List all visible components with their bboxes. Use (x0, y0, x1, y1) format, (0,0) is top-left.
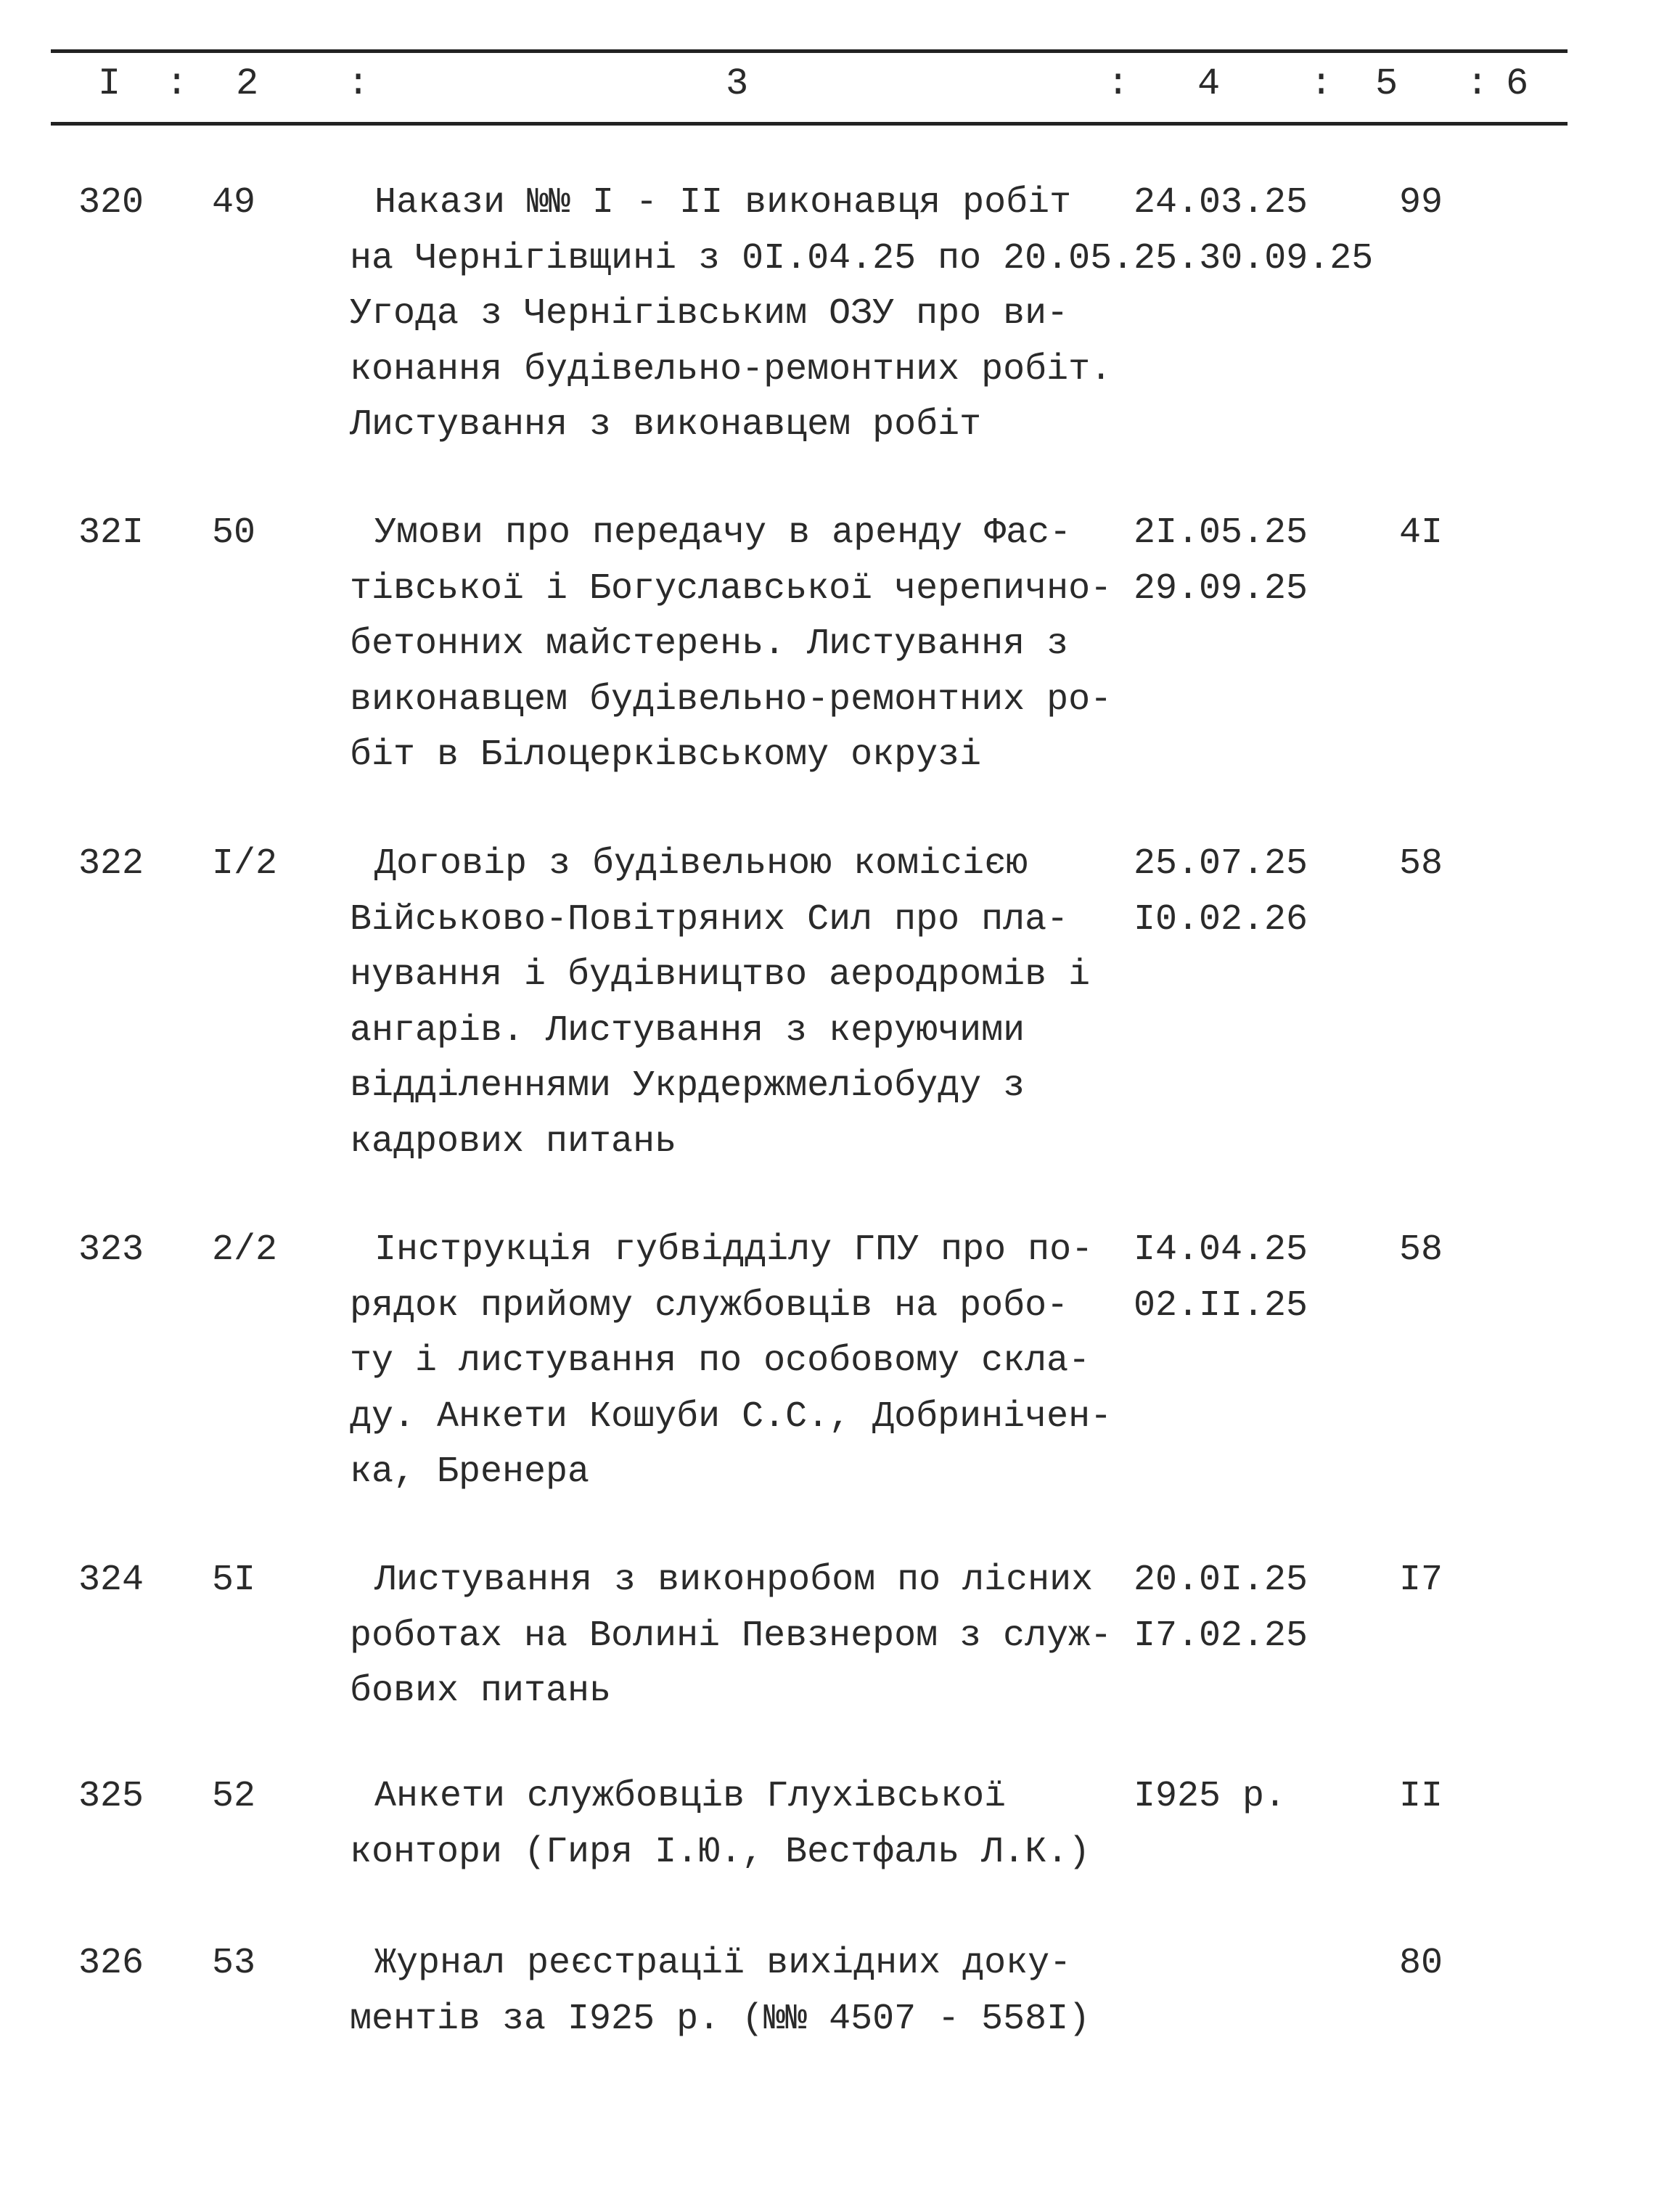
item-number: 50 (212, 512, 256, 554)
record-number: 323 (78, 1229, 144, 1271)
dates (1134, 506, 1308, 617)
description-line: ду. Анкети Кошуби С.С., Добринічен- (350, 1396, 1113, 1438)
item-number: 52 (212, 1776, 256, 1817)
description-line: рядок прийому службовців на робо- (350, 1284, 1069, 1327)
start-date: I4.04.25 (1134, 1229, 1308, 1271)
col-separator: : (1107, 62, 1130, 105)
description-line: виконавцем будівельно-ремонтних ро- (350, 679, 1113, 721)
description-line: контори (Гиря І.Ю., Вестфаль Л.К.) (350, 1831, 1091, 1873)
col-separator: : (347, 62, 370, 105)
page-count: II (1399, 1776, 1443, 1817)
col-separator: : (1310, 62, 1333, 105)
end-date: I7.02.25 (1134, 1615, 1308, 1657)
end-date: 29.09.25 (1134, 568, 1308, 610)
page-count: 99 (1399, 182, 1443, 224)
record-number: 320 (78, 182, 144, 224)
record-number: 326 (78, 1943, 144, 1984)
description-line: ту і листування по особовому скла- (350, 1340, 1091, 1382)
description-line: кадрових питань (350, 1120, 677, 1163)
description-line: роботах на Волині Певзнером з служ- (350, 1615, 1113, 1657)
description-line: ментів за I925 р. (№№ 4507 - 558I) (350, 1998, 1091, 2040)
item-number: 49 (212, 182, 256, 224)
description-line: конання будівельно-ремонтних робіт. (350, 348, 1113, 390)
col-header-6: 6 (1506, 62, 1529, 105)
dates (1134, 1223, 1308, 1334)
description-line: ка, Бренера (350, 1451, 590, 1493)
page-count: I7 (1399, 1560, 1443, 1601)
description-line: Військово-Повітряних Сил про пла- (350, 898, 1069, 941)
description-line: бових питань (350, 1671, 612, 1712)
dates (1134, 837, 1308, 948)
description (350, 506, 1112, 784)
description (350, 1553, 1112, 1720)
start-date: I925 р. (1134, 1776, 1287, 1817)
start-date: 25.07.25 (1134, 843, 1308, 885)
item-number: 53 (212, 1943, 256, 1984)
description-line: Анкети службовців Глухівської (374, 1776, 1007, 1817)
col-header-5: 5 (1375, 62, 1398, 105)
description-line: на Чернігівщині з 0I.04.25 по 20.05.25.30.09.25 (350, 237, 1374, 279)
start-date: 2I.05.25 (1134, 512, 1308, 554)
col-header-3: 3 (726, 62, 749, 105)
record-number: 32I (78, 512, 144, 554)
description-line: Умови про передачу в аренду Фас- (374, 512, 1072, 554)
record-number: 324 (78, 1560, 144, 1601)
header-top-rule (51, 49, 1568, 53)
start-date: 20.0I.25 (1134, 1560, 1308, 1601)
description-line: біт в Білоцерківському окрузі (350, 734, 982, 776)
description-line: ангарів. Листування з керуючими (350, 1009, 1025, 1052)
dates (1134, 1553, 1308, 1664)
header-bottom-rule (51, 122, 1568, 126)
end-date: I0.02.26 (1134, 898, 1308, 941)
col-header-2: 2 (236, 62, 259, 105)
page-count: 80 (1399, 1943, 1443, 1984)
item-number: I/2 (212, 843, 278, 885)
dates (1134, 1769, 1286, 1825)
description-line: Листування з виконробом по лісних (374, 1560, 1094, 1601)
description-line: Угода з Чернігівським ОЗУ про ви- (350, 293, 1069, 335)
description (350, 837, 1090, 1170)
item-number: 2/2 (212, 1229, 278, 1271)
col-separator: : (165, 62, 189, 105)
description-line: відділеннями Укрдержмеліобуду з (350, 1065, 1025, 1107)
description-line: Листування з виконавцем робіт (350, 404, 982, 446)
description-line: Договір з будівельною комісією (374, 843, 1028, 885)
page-count: 58 (1399, 843, 1443, 885)
dates (1134, 176, 1308, 231)
description-line: тівської і Богуславської черепично- (350, 568, 1113, 610)
start-date: 24.03.25 (1134, 182, 1308, 224)
description-line: Накази №№ I - II виконавця робіт (374, 182, 1072, 224)
description-line: нування і будівництво аеродромів і (350, 954, 1091, 996)
col-header-1: I (98, 62, 121, 105)
description-line: Журнал реєстрації вихідних доку- (374, 1943, 1072, 1984)
record-number: 322 (78, 843, 144, 885)
description (350, 1769, 1090, 1880)
record-number: 325 (78, 1776, 144, 1817)
description (350, 1936, 1090, 2047)
description-line: Інструкція губвідділу ГПУ про по- (374, 1229, 1094, 1271)
page-count: 4I (1399, 512, 1443, 554)
description-line: бетонних майстерень. Листування з (350, 623, 1069, 665)
end-date: 02.II.25 (1134, 1284, 1308, 1327)
col-separator: : (1466, 62, 1489, 105)
item-number: 5I (212, 1560, 256, 1601)
description (350, 1223, 1112, 1501)
col-header-4: 4 (1197, 62, 1221, 105)
page-count: 58 (1399, 1229, 1443, 1271)
